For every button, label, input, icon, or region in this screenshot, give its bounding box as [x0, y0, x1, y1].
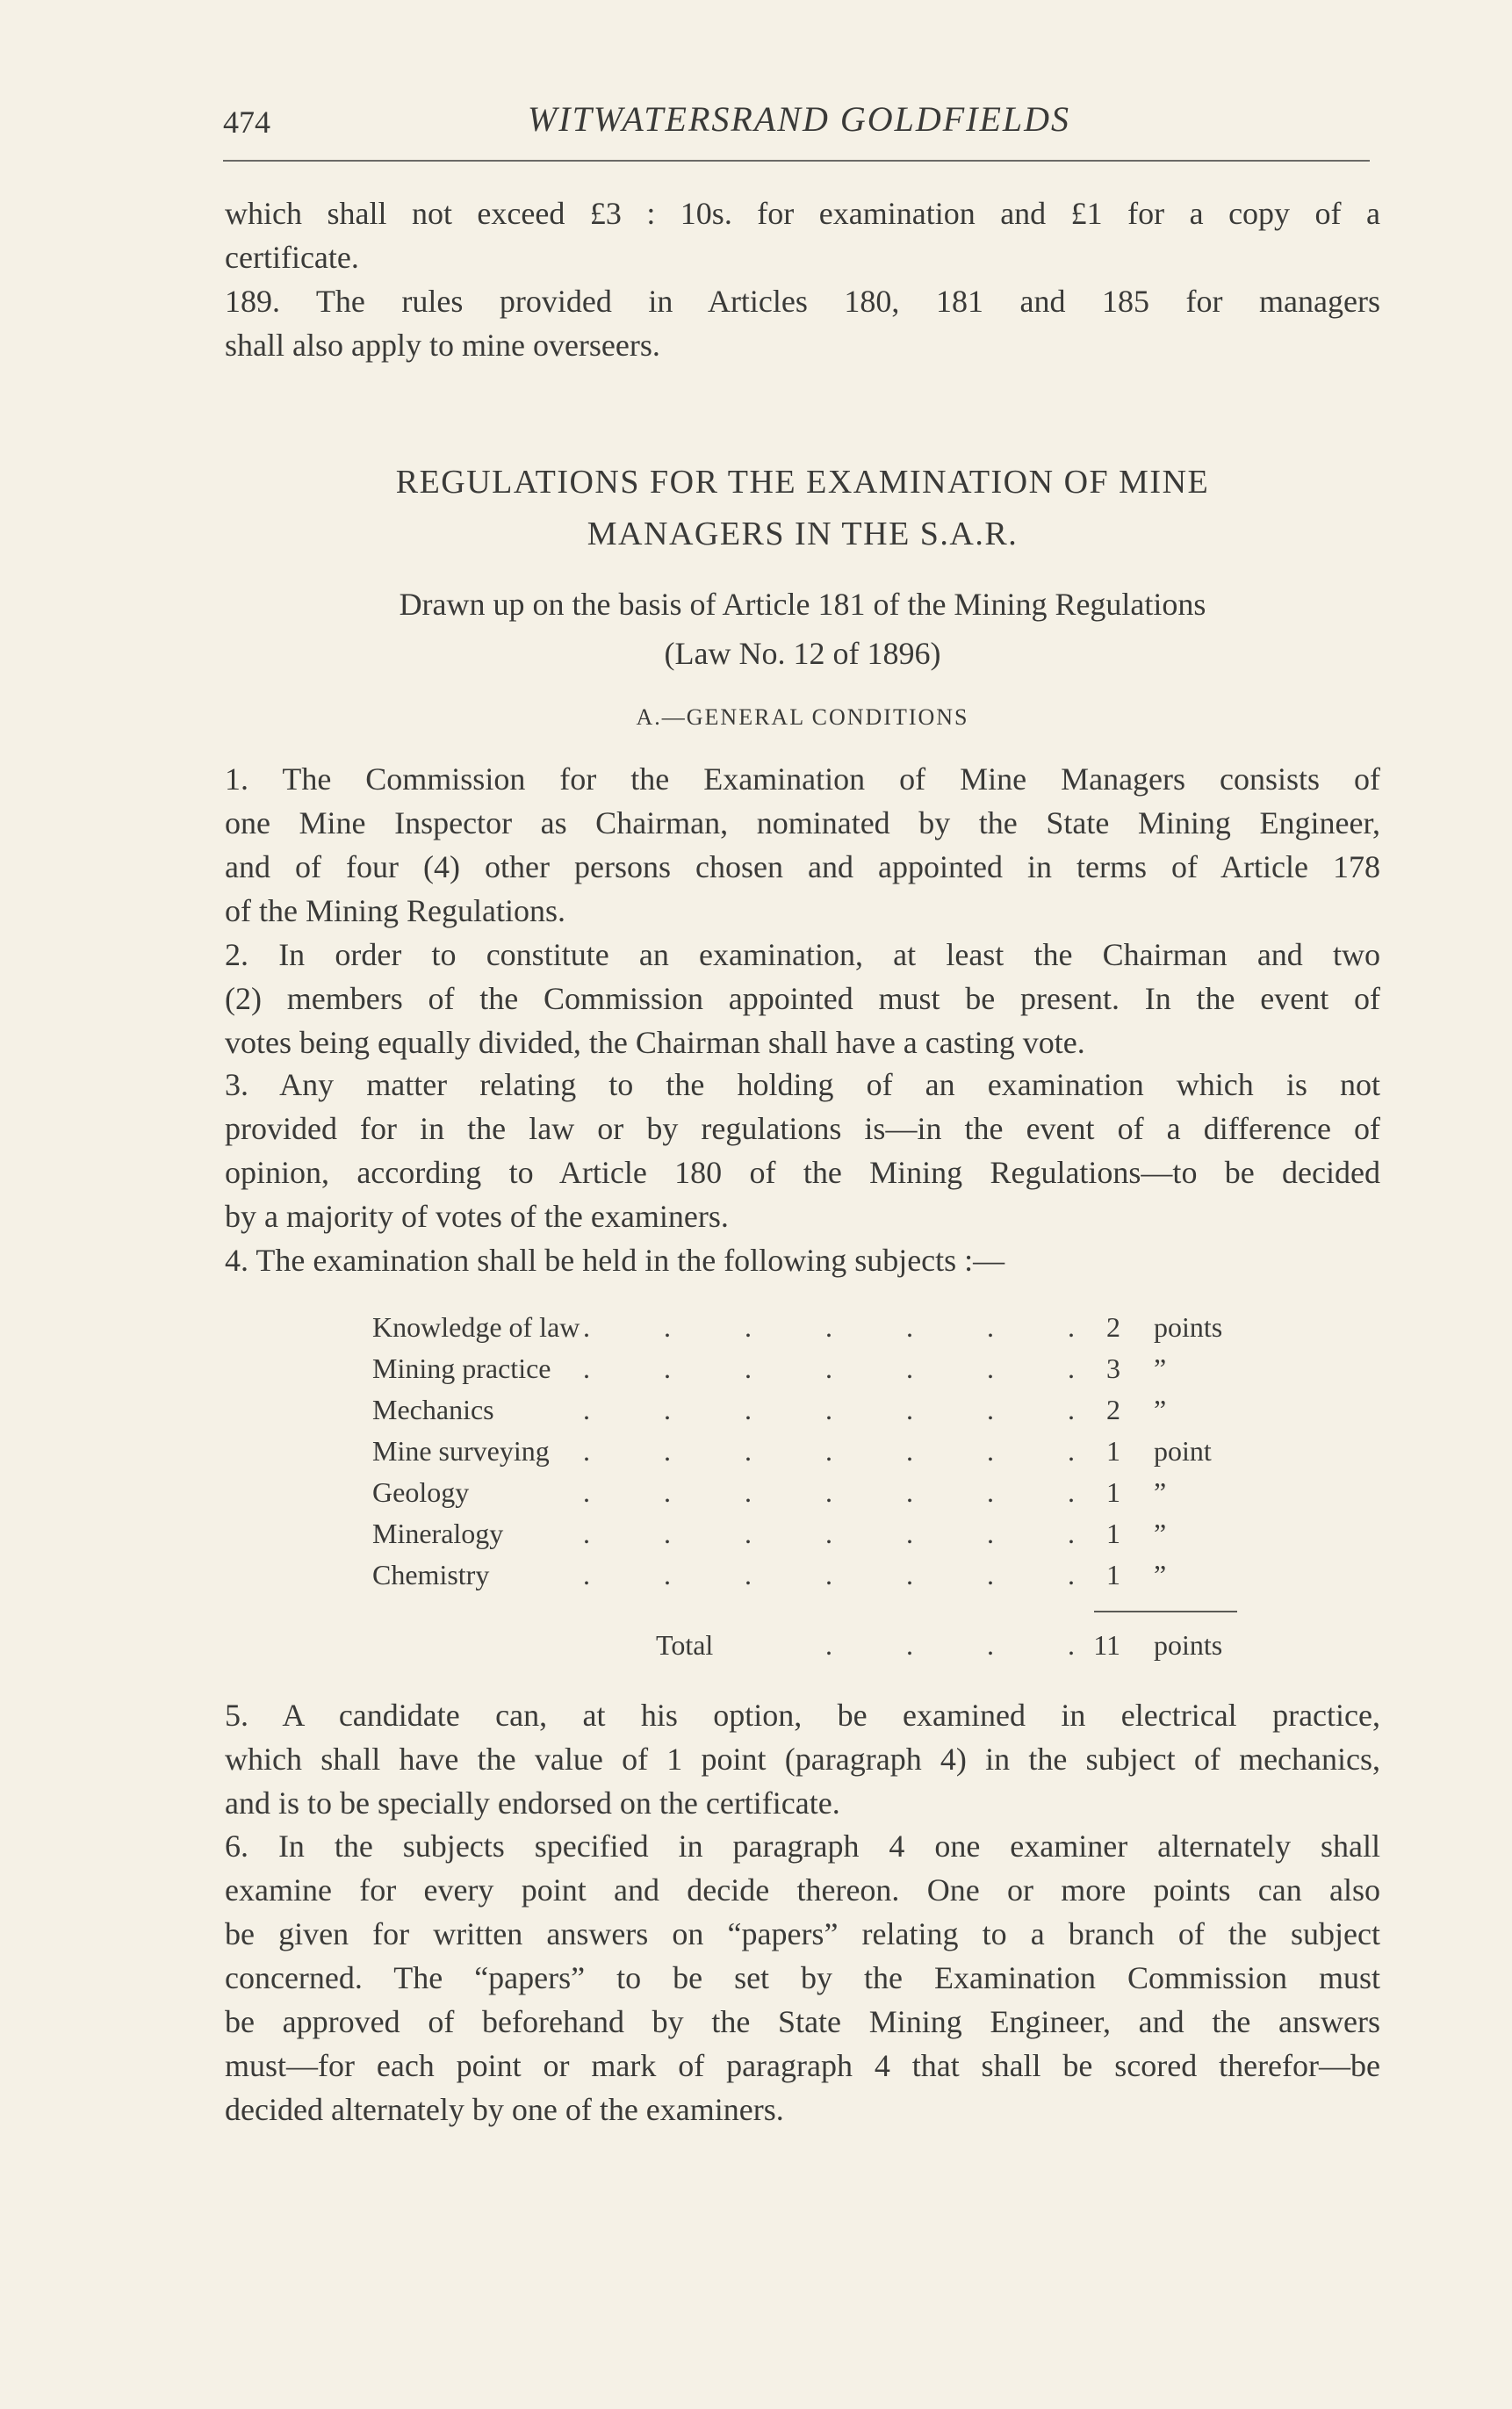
paragraph-3 — [225, 1063, 1380, 1238]
title-line: MANAGERS IN THE S.A.R. — [587, 516, 1019, 552]
points-unit: ” — [1154, 1476, 1167, 1508]
text-line: 189. The rules provided in Articles 180, 181 and 185 for managers — [225, 284, 1380, 319]
table-row: Mine surveying . . . . . . . 1 point — [372, 1431, 1250, 1472]
paragraph-4 — [225, 1238, 1380, 1282]
points-unit: points — [1154, 1629, 1223, 1661]
text-line: and of four (4) other persons chosen and appointed in terms of Article 178 — [225, 849, 1380, 884]
text-line: 6. In the subjects specified in paragraph 4 one examiner alternately shall — [225, 1828, 1380, 1864]
text-line: examine for every point and decide thereon. One or more points can also — [225, 1872, 1380, 1908]
text-line: shall also apply to mine overseers. — [225, 328, 660, 363]
paragraph-6 — [225, 1824, 1380, 2131]
text-line: must—for each point or mark of paragraph 4 that shall be scored therefor—be — [225, 2048, 1380, 2083]
subject-name: Mine surveying — [372, 1435, 550, 1467]
points-value: 1 — [1106, 1518, 1120, 1549]
section-heading: A.—GENERAL CONDITIONS — [636, 704, 969, 730]
text-line: 1. The Commission for the Examination of Mine Managers consists of — [225, 761, 1380, 797]
paragraph-2 — [225, 933, 1380, 1064]
table-row: Geology . . . . . . . 1 ” — [372, 1472, 1250, 1513]
text-line: of the Mining Regulations. — [225, 893, 565, 928]
table-row: Mineralogy . . . . . . . 1 ” — [372, 1513, 1250, 1554]
table-row: Mining practice . . . . . . . 3 ” — [372, 1348, 1250, 1389]
subject-name: Geology — [372, 1476, 470, 1508]
subject-name: Mineralogy — [372, 1518, 504, 1549]
points-unit: ” — [1154, 1559, 1167, 1590]
title-line: REGULATIONS FOR THE EXAMINATION OF MINE — [395, 464, 1210, 501]
text-line: 3. Any matter relating to the holding of an examination which is not — [225, 1067, 1380, 1102]
text-line: votes being equally divided, the Chairman shall have a casting vote. — [225, 1025, 1085, 1060]
text-line: (2) members of the Commission appointed must be present. In the event of — [225, 981, 1380, 1016]
running-title: WITWATERSRAND GOLDFIELDS — [527, 99, 1071, 139]
table-row: Mechanics . . . . . . . 2 ” — [372, 1389, 1250, 1431]
points-unit: ” — [1154, 1394, 1167, 1425]
paragraph-fee — [225, 191, 1380, 279]
text-line: provided for in the law or by regulations is—in the event of a difference of — [225, 1111, 1380, 1146]
text-line: 5. A candidate can, at his option, be examined in electrical practice, — [225, 1698, 1380, 1733]
points-value: 2 — [1106, 1394, 1120, 1425]
subtitle-line: Drawn up on the basis of Article 181 of the Mining Regulations — [399, 587, 1206, 622]
text-line: be approved of beforehand by the State Mining Engineer, and the answers — [225, 2004, 1380, 2039]
paragraph-189 — [225, 279, 1380, 367]
text-line: which shall have the value of 1 point (paragraph 4) in the subject of mechanics, — [225, 1742, 1380, 1777]
points-unit: points — [1154, 1311, 1223, 1343]
page-number: 474 — [223, 105, 270, 140]
text-line: decided alternately by one of the examiners. — [225, 2092, 784, 2127]
points-unit: ” — [1154, 1352, 1167, 1384]
text-line: certificate. — [225, 240, 359, 275]
regulations-subtitle — [225, 580, 1380, 678]
text-line: concerned. The “papers” to be set by the Examination Commission must — [225, 1960, 1380, 1995]
total-rule — [1094, 1611, 1237, 1612]
text-line: 4. The examination shall be held in the following subjects :— — [225, 1243, 1005, 1278]
points-value: 3 — [1106, 1352, 1120, 1384]
subtitle-line: (Law No. 12 of 1896) — [664, 636, 941, 671]
total-label: Total — [656, 1629, 714, 1661]
points-value: 1 — [1106, 1435, 1120, 1467]
text-line: and is to be specially endorsed on the certificate. — [225, 1785, 840, 1821]
points-value: 2 — [1106, 1311, 1120, 1343]
text-line: which shall not exceed £3 : 10s. for examination and £1 for a copy of a — [225, 196, 1380, 231]
points-unit: point — [1154, 1435, 1212, 1467]
table-row: Knowledge of law . . . . . . . 2 points — [372, 1307, 1250, 1348]
text-line: 2. In order to constitute an examination, at least the Chairman and two — [225, 937, 1380, 972]
subject-name: Mining practice — [372, 1352, 551, 1384]
table-row: Chemistry . . . . . . . 1 ” — [372, 1554, 1250, 1596]
total-row: Total . . . . 11 points — [372, 1625, 1250, 1666]
text-line: opinion, according to Article 180 of the Mining Regulations—to be decided — [225, 1155, 1380, 1190]
paragraph-5 — [225, 1693, 1380, 1825]
subject-name: Chemistry — [372, 1559, 490, 1590]
points-value: 11 — [1093, 1629, 1120, 1661]
text-line: be given for written answers on “papers” relating to a branch of the subject — [225, 1916, 1380, 1951]
header-rule — [223, 160, 1370, 162]
text-line: by a majority of votes of the examiners. — [225, 1199, 729, 1234]
paragraph-1 — [225, 757, 1380, 933]
subject-name: Knowledge of law — [372, 1311, 580, 1343]
text-line: one Mine Inspector as Chairman, nominated by the State Mining Engineer, — [225, 805, 1380, 840]
points-value: 1 — [1106, 1559, 1120, 1590]
subject-name: Mechanics — [372, 1394, 494, 1425]
points-value: 1 — [1106, 1476, 1120, 1508]
points-unit: ” — [1154, 1518, 1167, 1549]
regulations-title — [225, 457, 1380, 560]
